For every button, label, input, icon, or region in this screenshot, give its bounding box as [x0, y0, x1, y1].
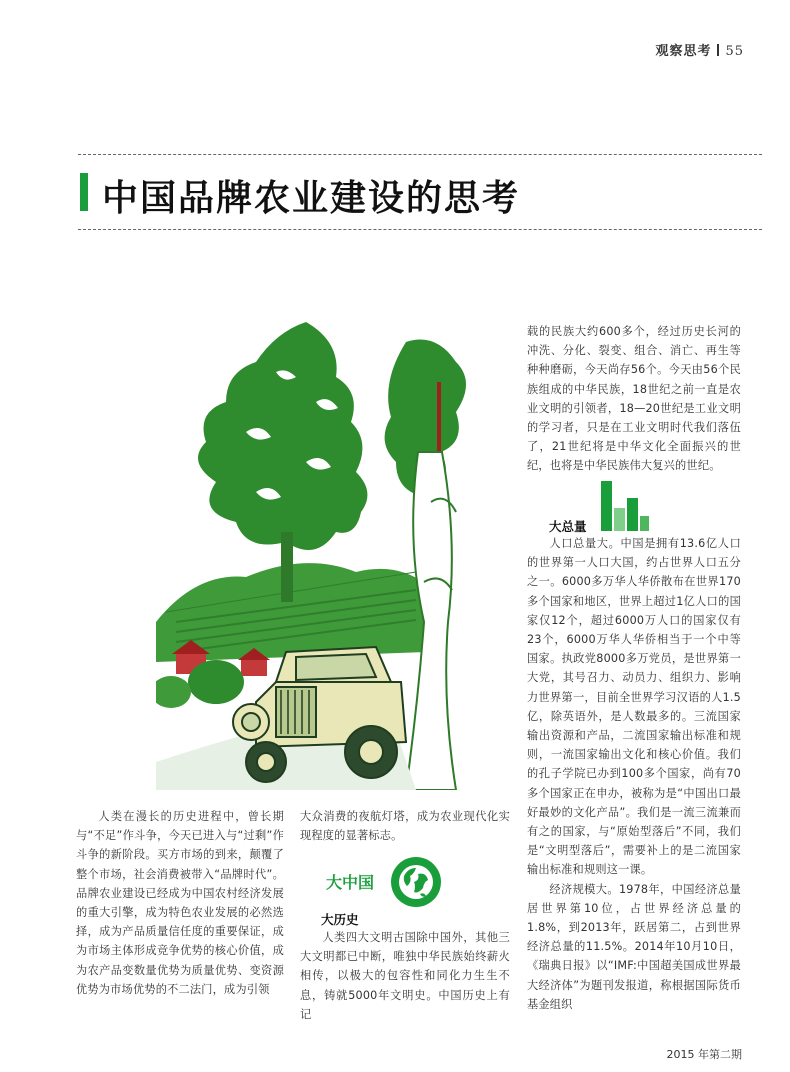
right-column-top	[527, 322, 741, 476]
middle-column	[300, 807, 510, 845]
bottom-dashed-rule	[78, 229, 762, 230]
running-header	[655, 40, 744, 59]
issue-footer: 2015 年第二期	[666, 1048, 742, 1061]
header-page-number: 55	[725, 44, 744, 59]
article-title: 中国品牌农业建设的思考	[102, 177, 521, 219]
section-title-da-zhongguo: 大中国	[326, 873, 375, 892]
subhead-da-zongliang: 大总量	[549, 519, 587, 534]
right-paragraph-2: 人口总量大。中国是拥有13.6亿人口的世界第一人口大国，约占世界人口五分之一。6000多万华人华侨散布在世界170多个国家和地区，世界上超过1亿人口的国家仅12个，超过6000万人口的国家仅有23个，6000万华人华侨相当于一个中等国家。执政党8000多万党员，是世界第一大党，其号召力、动员力、组织力、影响力世界第一，目前全世界学习汉语的人1.5亿，除英语外，是人数最多的。三流国家输出资源和产品，二流国家输出标准和规则，一流国家输出文化和核心价值。我们的孔子学院已办到100多个国家，尚有70多个国家正在申办，被称为是“中国出口最好最妙的文化产品”。我们是一流三流兼而有之的国家，与“原始型落后”不同，我们是“文明型落后”，需要补上的是二流国家输出标准和规则这一课。	[527, 537, 741, 877]
title-accent-bar	[80, 173, 88, 211]
middle-column-2	[300, 928, 510, 1024]
left-column	[76, 807, 284, 999]
top-dashed-rule	[78, 154, 762, 155]
right-column-bottom	[527, 534, 741, 1014]
header-section: 观察思考	[655, 44, 712, 59]
header-separator	[717, 44, 719, 56]
right-paragraph-1: 载的民族大约600多个，经过历史长河的冲洗、分化、裂变、组合、消亡、再生等种种磨砺，今天尚存56个。今天由56个民族组成的中华民族，18世纪之前一直是农业文明的引领者，18—20世纪是工业文明的学习者，只是在工业文明时代我们落伍了，21世纪将是中华文化全面振兴的世纪，也将是中华民族伟大复兴的世纪。	[527, 325, 741, 473]
bar-chart-icon	[600, 480, 650, 532]
right-paragraph-3: 经济规模大。1978年，中国经济总量居世界第10位，占世界经济总量的1.8%，到2013年，跃居第二，占到世界经济总量的11.5%。2014年10月10日，《瑞典日报》以“IMF:中国超美国成世界最大经济体”为题刊发报道，称根据国际货币基金组织	[527, 882, 741, 1011]
middle-paragraph-1: 大众消费的夜航灯塔，成为农业现代化实现程度的显著标志。	[300, 810, 510, 843]
truck-landscape-illustration	[156, 322, 516, 790]
middle-paragraph-2: 人类四大文明古国除中国外，其他三大文明都已中断，唯独中华民族始终薪火相传，以极大的包容性和同化力生生不息，铸就5000年文明史。中国历史上有记	[300, 931, 510, 1021]
globe-icon	[390, 856, 442, 908]
subhead-da-lishi: 大历史	[321, 912, 359, 927]
left-paragraph-1: 人类在漫长的历史进程中，曾长期与“不足”作斗争，今天已进入与“过剩”作斗争的新阶段。买方市场的到来，颠覆了整个市场，社会消费被带入“品牌时代”。品牌农业建设已经成为中国农村经济发展的重大引擎，成为特色农业发展的必然选择，成为产品质量信任度的重要保证，成为市场主体形成竞争优势的核心价值，成为农产品变数量优势为质量优势、变资源优势为市场优势的不二法门，成为引领	[76, 810, 284, 996]
